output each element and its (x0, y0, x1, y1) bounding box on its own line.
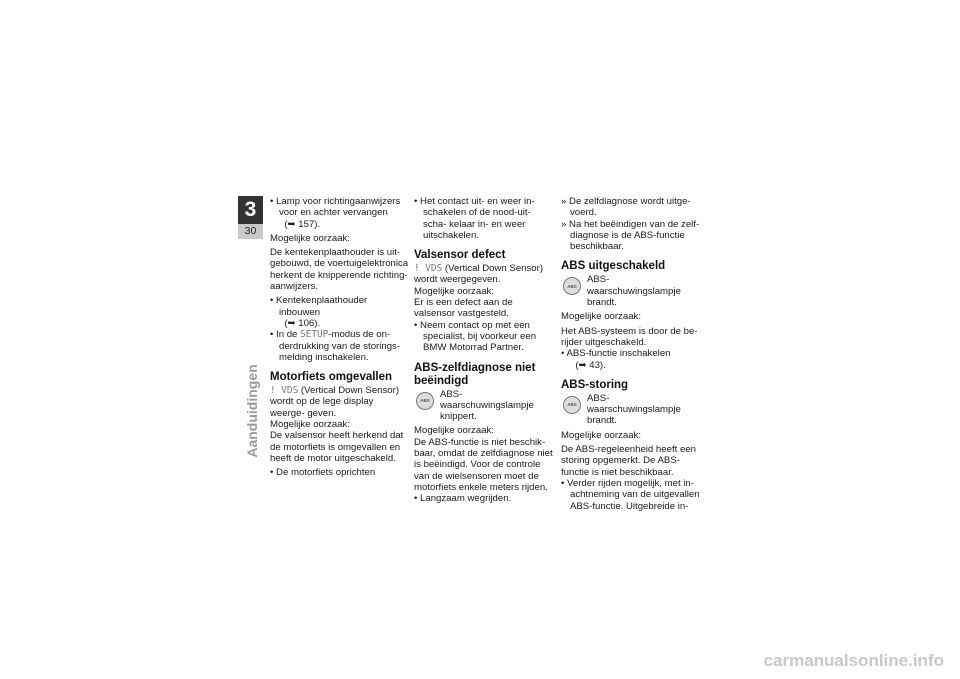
heading: ABS-storing (561, 378, 629, 391)
warning-indicator: ABS ABS-waarschuwingslampje knippert. (414, 389, 554, 423)
indicator-text: ! VDS (Vertical Down Sensor) wordt op de lege display weerge- geven. (270, 385, 400, 419)
paragraph: Het ABS-systeem is door de be- rijder uitgeschakeld. (561, 325, 698, 348)
page-number: 30 (244, 225, 257, 237)
paragraph: De valsensor heeft herkend dat de motorfiets is omgevallen en heeft de motor uitgeschakeld. (270, 430, 404, 464)
abs-warning-icon: ABS (563, 396, 581, 414)
bullet-item: • Lamp voor richtingaanwijzers voor en achter vervangen (➥ 157). (270, 196, 401, 230)
warning-indicator: ABS ABS-waarschuwingslampje brandt. (561, 393, 701, 427)
paragraph: Er is een defect aan de valsensor vastgesteld. (414, 297, 513, 320)
paragraph: Mogelijke oorzaak: (270, 232, 350, 244)
chapter-number: 3 (238, 196, 263, 224)
paragraph: Mogelijke oorzaak: (561, 311, 641, 323)
bullet-item: • Langzaam wegrijden. (414, 493, 512, 505)
bullet-item: • Neem contact op met een specialist, bij voorkeur een BMW Motorrad Partner. (414, 319, 537, 354)
result-item: » De zelfdiagnose wordt uitge- voerd. (561, 196, 691, 219)
bullet-item: • In de SETUP-modus de on- derdrukking van de storings- melding inschakelen. (270, 329, 401, 363)
paragraph: De kentekenplaathouder is uit- gebouwd, de voertuigelektronica herkent de knipperende richting- aanwijzers. (270, 247, 409, 293)
indicator-text: ! VDS (Vertical Down Sensor) wordt weergegeven. (414, 263, 544, 286)
paragraph: Mogelijke oorzaak: (414, 285, 494, 297)
paragraph: De ABS-regeleenheid heeft een storing opgemerkt. De ABS- functie is niet beschikbaar. (561, 444, 696, 478)
result-item: » Na het beëindigen van de zelf- diagnose is de ABS-functie beschikbaar. (561, 218, 700, 253)
abs-warning-icon: ABS (563, 277, 581, 295)
bullet-item: • Kentekenplaathouder inbouwen (➥ 106). (270, 295, 368, 329)
section-title-vertical: Aanduidingen (244, 364, 260, 458)
heading: Motorfiets omgevallen (270, 371, 393, 384)
paragraph: De ABS-functie is niet beschik- baar, omdat de zelfdiagnose niet is beëindigd. Voor de controle van de wielsensoren moet de motorfiets enkele meters rijden. (414, 436, 553, 493)
paragraph: Mogelijke oorzaak: (414, 425, 494, 437)
watermark: carmanualsonline.info (763, 651, 944, 670)
column-3 (561, 196, 701, 512)
heading: ABS uitgeschakeld (561, 260, 666, 273)
bullet-item: • De motorfiets oprichten (270, 467, 376, 479)
paragraph: Mogelijke oorzaak: (561, 429, 641, 441)
abs-warning-icon: ABS (416, 392, 434, 410)
paragraph: Mogelijke oorzaak: (270, 419, 350, 431)
heading: Valsensor defect (414, 249, 506, 262)
warning-indicator: ABS ABS-waarschuwingslampje brandt. (561, 274, 701, 308)
bullet-item: • Het contact uit- en weer in- schakelen of de nood-uit-scha- kelaar in- en weer uitschakelen. (414, 196, 535, 241)
column-2 (414, 196, 554, 505)
bullet-item: • Verder rijden mogelijk, met in- achtneming van de uitgevallen ABS-functie. Uitgebreide in- (561, 477, 700, 512)
column-1 (270, 196, 410, 479)
heading: ABS-zelfdiagnose niet beëindigd (414, 361, 536, 387)
bullet-item: • ABS-functie inschakelen (➥ 43). (561, 348, 671, 371)
